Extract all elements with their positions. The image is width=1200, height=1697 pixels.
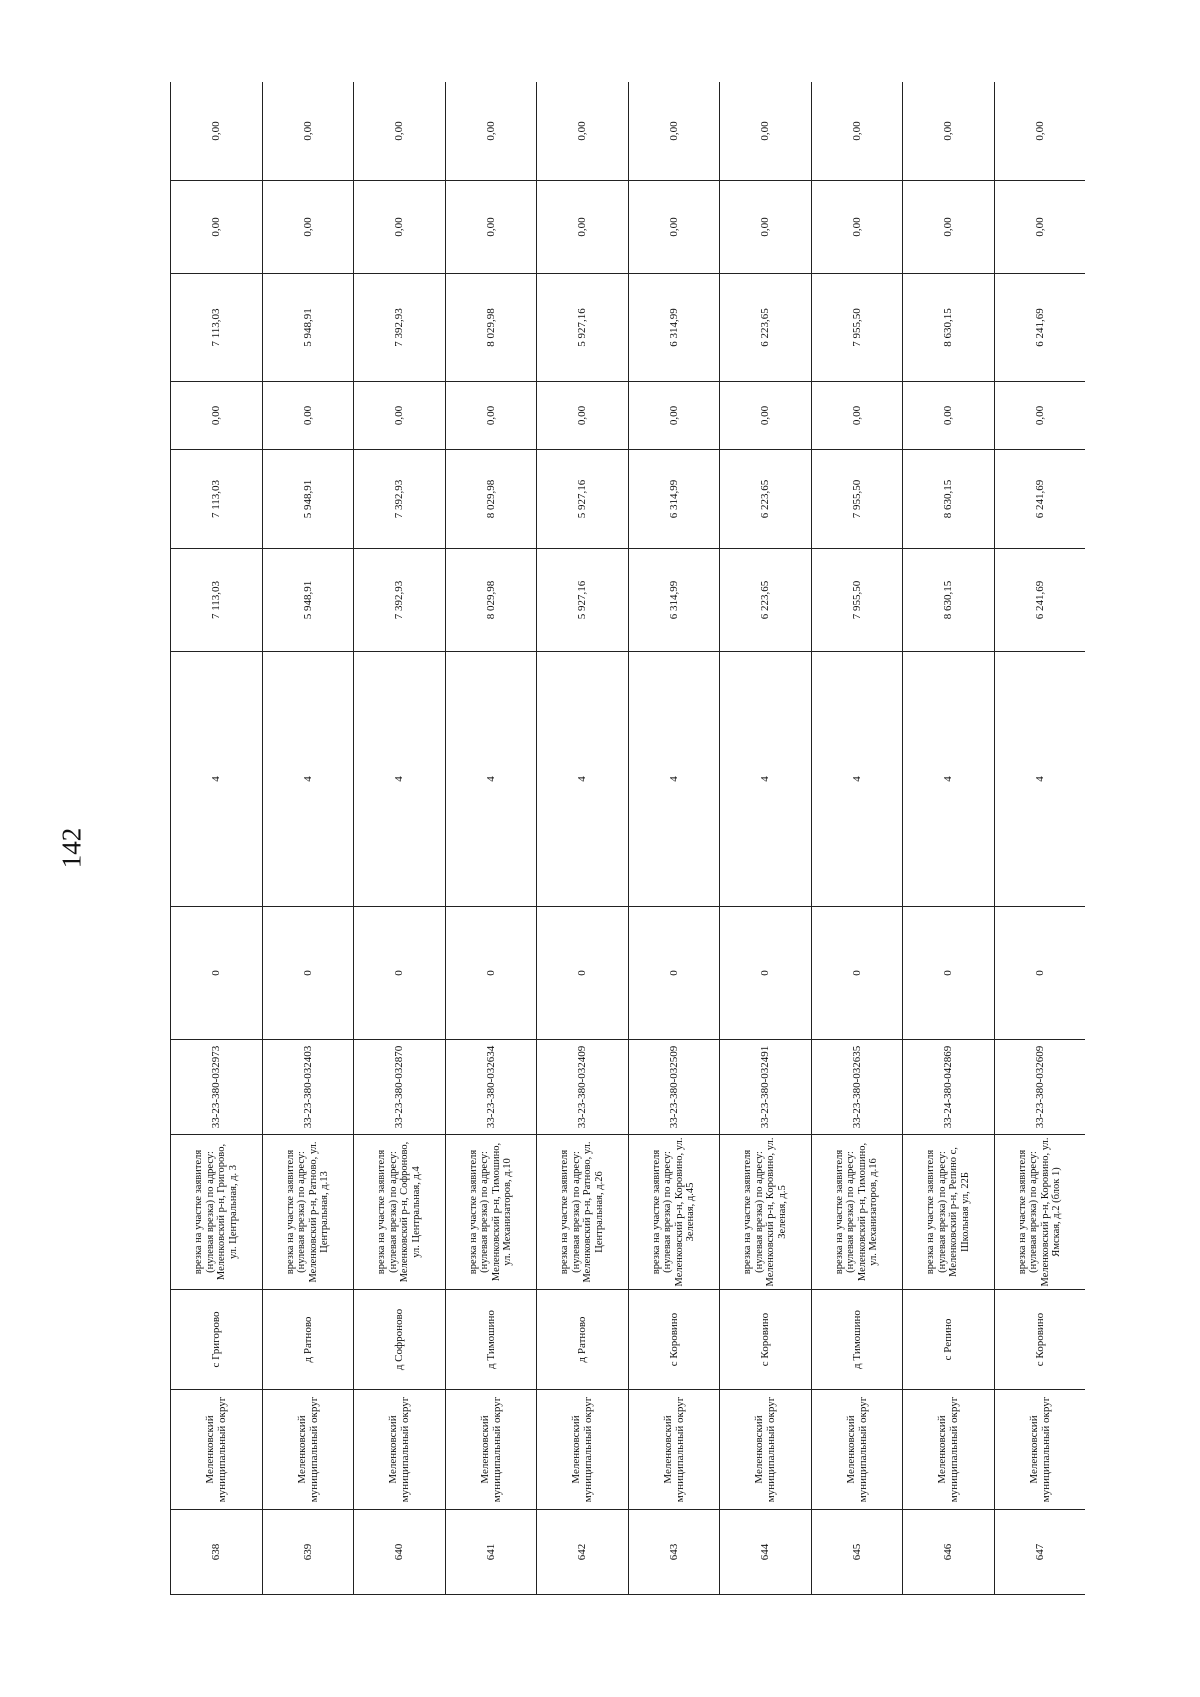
value-cell-6: 7 955,50: [811, 274, 903, 382]
table-row: [354, 82, 446, 1595]
municipality-cell: Меленковский муниципальный округ: [628, 1390, 720, 1510]
settlement-cell: с Коровино: [628, 1290, 720, 1390]
cadastral-number-cell: 33-23-380-032609: [994, 1040, 1085, 1135]
row-number-cell: 641: [445, 1510, 537, 1595]
settlement-cell: д Софроново: [354, 1290, 446, 1390]
row-number-cell: 639: [262, 1510, 354, 1595]
value-cell-1: 0: [903, 907, 995, 1040]
value-cell-7: 0,00: [628, 181, 720, 274]
value-cell-1: 0: [720, 907, 812, 1040]
row-number-cell: 644: [720, 1510, 812, 1595]
value-cell-1: 0: [537, 907, 629, 1040]
description-cell: врезка на участке заявителя (нулевая врезка) по адресу: Меленковский р-н, Тимошино, ул. Механизаторов, д.16: [811, 1135, 903, 1290]
table-row: [262, 82, 354, 1595]
value-cell-5: 0,00: [720, 382, 812, 450]
cadastral-number-cell: 33-23-380-032509: [628, 1040, 720, 1135]
municipality-cell: Меленковский муниципальный округ: [537, 1390, 629, 1510]
cadastral-number-cell: 33-23-380-032870: [354, 1040, 446, 1135]
value-cell-2: 4: [720, 652, 812, 907]
description-cell: врезка на участке заявителя (нулевая врезка) по адресу: Меленковский р-н, Ратново, ул. Центральная, д.26: [537, 1135, 629, 1290]
value-cell-4: 7 955,50: [811, 450, 903, 549]
settlement-cell: с Коровино: [994, 1290, 1085, 1390]
value-cell-8: 0,00: [445, 82, 537, 181]
value-cell-5: 0,00: [994, 382, 1085, 450]
value-cell-6: 6 314,99: [628, 274, 720, 382]
municipality-cell: Меленковский муниципальный округ: [262, 1390, 354, 1510]
value-cell-7: 0,00: [537, 181, 629, 274]
value-cell-3: 7 955,50: [811, 549, 903, 652]
description-cell: врезка на участке заявителя (нулевая врезка) по адресу: Меленковский р-н, Репино с, Школьная ул, 22Б: [903, 1135, 995, 1290]
value-cell-8: 0,00: [994, 82, 1085, 181]
value-cell-2: 4: [994, 652, 1085, 907]
value-cell-6: 8 029,98: [445, 274, 537, 382]
row-number-cell: 638: [171, 1510, 263, 1595]
value-cell-3: 7 113,03: [171, 549, 263, 652]
row-number-cell: 646: [903, 1510, 995, 1595]
value-cell-7: 0,00: [811, 181, 903, 274]
description-cell: врезка на участке заявителя (нулевая врезка) по адресу: Меленковский р-н, Тимошино, ул. Механизаторов, д.10: [445, 1135, 537, 1290]
rotated-table-container: [170, 82, 1085, 1595]
description-cell: врезка на участке заявителя (нулевая врезка) по адресу: Меленковский р-н, Ратново, ул. Центральная, д.13: [262, 1135, 354, 1290]
row-number-cell: 640: [354, 1510, 446, 1595]
value-cell-7: 0,00: [354, 181, 446, 274]
table-row: [720, 82, 812, 1595]
value-cell-5: 0,00: [537, 382, 629, 450]
settlement-cell: с Григорово: [171, 1290, 263, 1390]
value-cell-7: 0,00: [720, 181, 812, 274]
value-cell-2: 4: [903, 652, 995, 907]
value-cell-6: 6 223,65: [720, 274, 812, 382]
value-cell-3: 8 630,15: [903, 549, 995, 652]
value-cell-6: 7 392,93: [354, 274, 446, 382]
value-cell-8: 0,00: [628, 82, 720, 181]
table-row: [171, 82, 263, 1595]
municipality-cell: Меленковский муниципальный округ: [994, 1390, 1085, 1510]
value-cell-5: 0,00: [262, 382, 354, 450]
value-cell-6: 5 927,16: [537, 274, 629, 382]
value-cell-4: 6 241,69: [994, 450, 1085, 549]
table-body: [171, 82, 1086, 1595]
settlement-cell: д Ратново: [537, 1290, 629, 1390]
cadastral-number-cell: 33-23-380-032403: [262, 1040, 354, 1135]
table-row: [811, 82, 903, 1595]
value-cell-2: 4: [354, 652, 446, 907]
municipality-cell: Меленковский муниципальный округ: [171, 1390, 263, 1510]
row-number-cell: 642: [537, 1510, 629, 1595]
description-cell: врезка на участке заявителя (нулевая врезка) по адресу: Меленковский р-н, Коровино, ул. Ямская, д.2 (блок 1): [994, 1135, 1085, 1290]
cadastral-number-cell: 33-23-380-032491: [720, 1040, 812, 1135]
settlement-cell: д Тимошино: [811, 1290, 903, 1390]
value-cell-2: 4: [811, 652, 903, 907]
value-cell-8: 0,00: [720, 82, 812, 181]
value-cell-3: 7 392,93: [354, 549, 446, 652]
value-cell-1: 0: [811, 907, 903, 1040]
value-cell-6: 6 241,69: [994, 274, 1085, 382]
description-cell: врезка на участке заявителя (нулевая врезка) по адресу: Меленковский р-н, Григорово, ул. Центральная, д. 3: [171, 1135, 263, 1290]
cadastral-number-cell: 33-24-380-042869: [903, 1040, 995, 1135]
value-cell-7: 0,00: [262, 181, 354, 274]
value-cell-5: 0,00: [811, 382, 903, 450]
value-cell-5: 0,00: [354, 382, 446, 450]
value-cell-8: 0,00: [811, 82, 903, 181]
cadastral-number-cell: 33-23-380-032635: [811, 1040, 903, 1135]
tariff-table-frame: [170, 82, 1085, 1595]
value-cell-5: 0,00: [171, 382, 263, 450]
value-cell-7: 0,00: [903, 181, 995, 274]
table-row: [445, 82, 537, 1595]
value-cell-2: 4: [171, 652, 263, 907]
row-number-cell: 647: [994, 1510, 1085, 1595]
table-row: [994, 82, 1085, 1595]
value-cell-8: 0,00: [354, 82, 446, 181]
value-cell-1: 0: [628, 907, 720, 1040]
value-cell-7: 0,00: [994, 181, 1085, 274]
value-cell-4: 8 630,15: [903, 450, 995, 549]
cadastral-number-cell: 33-23-380-032409: [537, 1040, 629, 1135]
value-cell-1: 0: [171, 907, 263, 1040]
value-cell-3: 5 948,91: [262, 549, 354, 652]
value-cell-1: 0: [354, 907, 446, 1040]
value-cell-1: 0: [262, 907, 354, 1040]
settlement-cell: д Тимошино: [445, 1290, 537, 1390]
value-cell-7: 0,00: [171, 181, 263, 274]
value-cell-8: 0,00: [537, 82, 629, 181]
value-cell-4: 6 314,99: [628, 450, 720, 549]
description-cell: врезка на участке заявителя (нулевая врезка) по адресу: Меленковский р-н, Коровино, ул. Зеленая, д.45: [628, 1135, 720, 1290]
settlement-cell: с Коровино: [720, 1290, 812, 1390]
value-cell-6: 7 113,03: [171, 274, 263, 382]
table-row: [537, 82, 629, 1595]
tariff-table: [170, 82, 1085, 1595]
municipality-cell: Меленковский муниципальный округ: [354, 1390, 446, 1510]
settlement-cell: с Репино: [903, 1290, 995, 1390]
value-cell-4: 7 113,03: [171, 450, 263, 549]
municipality-cell: Меленковский муниципальный округ: [903, 1390, 995, 1510]
value-cell-4: 6 223,65: [720, 450, 812, 549]
description-cell: врезка на участке заявителя (нулевая врезка) по адресу: Меленковский р-н, Софроново, ул. Центральная, д.4: [354, 1135, 446, 1290]
value-cell-3: 8 029,98: [445, 549, 537, 652]
value-cell-4: 5 948,91: [262, 450, 354, 549]
page-number: 142: [56, 827, 87, 869]
municipality-cell: Меленковский муниципальный округ: [445, 1390, 537, 1510]
value-cell-2: 4: [628, 652, 720, 907]
value-cell-1: 0: [994, 907, 1085, 1040]
value-cell-3: 5 927,16: [537, 549, 629, 652]
value-cell-4: 5 927,16: [537, 450, 629, 549]
value-cell-2: 4: [537, 652, 629, 907]
value-cell-8: 0,00: [262, 82, 354, 181]
value-cell-6: 5 948,91: [262, 274, 354, 382]
value-cell-4: 7 392,93: [354, 450, 446, 549]
value-cell-8: 0,00: [171, 82, 263, 181]
value-cell-5: 0,00: [903, 382, 995, 450]
table-row: [903, 82, 995, 1595]
value-cell-3: 6 241,69: [994, 549, 1085, 652]
value-cell-2: 4: [445, 652, 537, 907]
value-cell-7: 0,00: [445, 181, 537, 274]
cadastral-number-cell: 33-23-380-032634: [445, 1040, 537, 1135]
municipality-cell: Меленковский муниципальный округ: [811, 1390, 903, 1510]
value-cell-6: 8 630,15: [903, 274, 995, 382]
row-number-cell: 645: [811, 1510, 903, 1595]
value-cell-4: 8 029,98: [445, 450, 537, 549]
value-cell-3: 6 223,65: [720, 549, 812, 652]
value-cell-3: 6 314,99: [628, 549, 720, 652]
value-cell-8: 0,00: [903, 82, 995, 181]
description-cell: врезка на участке заявителя (нулевая врезка) по адресу: Меленковский р-н, Коровино, ул. Зеленая, д.5: [720, 1135, 812, 1290]
settlement-cell: д Ратново: [262, 1290, 354, 1390]
row-number-cell: 643: [628, 1510, 720, 1595]
value-cell-1: 0: [445, 907, 537, 1040]
table-row: [628, 82, 720, 1595]
value-cell-5: 0,00: [445, 382, 537, 450]
value-cell-5: 0,00: [628, 382, 720, 450]
municipality-cell: Меленковский муниципальный округ: [720, 1390, 812, 1510]
value-cell-2: 4: [262, 652, 354, 907]
cadastral-number-cell: 33-23-380-032973: [171, 1040, 263, 1135]
